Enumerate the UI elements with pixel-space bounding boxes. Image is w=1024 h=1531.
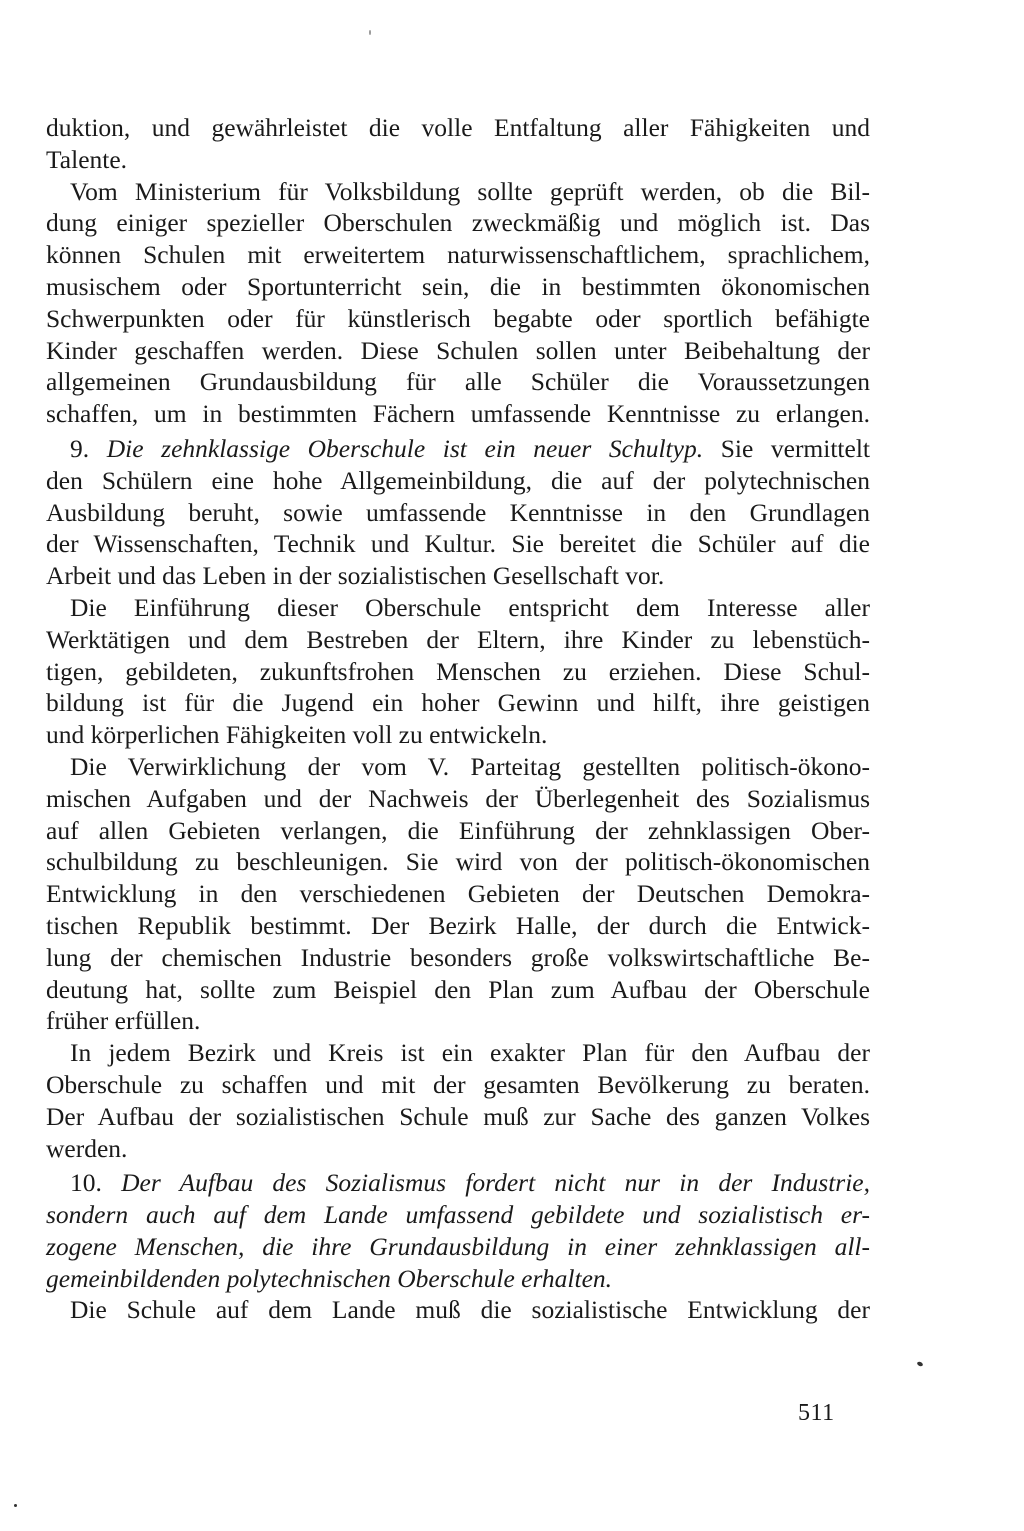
text-line: werden. (46, 1133, 128, 1163)
print-speck (916, 1361, 923, 1367)
text-line: mischen Aufgaben und der Nachweis der Überlegenheit des Sozialismus (46, 783, 870, 813)
text-line: Kinder geschaffen werden. Diese Schulen sollen unter Beibehaltung der (46, 335, 870, 365)
section-heading: Die zehnklassige Oberschule ist ein neuer Schultyp. (106, 433, 704, 463)
text-line: duktion, und gewährleistet die volle Entfaltung aller Fähigkeiten und (46, 113, 870, 142)
section-heading-line: gemeinbildenden polytechnischen Oberschule erhalten. (46, 1263, 613, 1293)
text-line: tigen, gebildeten, zukunftsfrohen Menschen zu erziehen. Diese Schul- (46, 656, 870, 686)
text-line: Entwicklung in den verschiedenen Gebieten der Deutschen Demokra- (46, 879, 870, 909)
text-line: Arbeit und das Leben in der sozialistischen Gesellschaft vor. (46, 561, 665, 591)
section-9 (46, 433, 870, 1164)
text-line: und körperlichen Fähigkeiten voll zu entwickeln. (46, 720, 548, 750)
text-line: schulbildung zu beschleunigen. Sie wird von der politisch-ökonomischen (46, 847, 870, 877)
text-line: auf allen Gebieten verlangen, die Einführung der zehnklassigen Ober- (46, 815, 870, 845)
text-line: Werktätigen und dem Bestreben der Eltern, ihre Kinder zu lebenstüch- (46, 624, 870, 654)
print-speck (369, 30, 371, 35)
section-9-heading-line (46, 433, 870, 465)
text-line: allgemeinen Grundausbildung für alle Schüler die Voraussetzungen (46, 367, 870, 397)
text-line: musischem oder Sportunterricht sein, die in bestimmten ökonomischen (46, 271, 870, 301)
page-body (46, 112, 870, 1326)
text-line: der Wissenschaften, Technik und Kultur. Sie bereitet die Schüler auf die (46, 529, 870, 559)
text-line: In jedem Bezirk und Kreis ist ein exakter Plan für den Aufbau der (70, 1038, 870, 1068)
text-line: Die Verwirklichung der vom V. Parteitag gestellten politisch-ökono- (70, 751, 870, 781)
section-heading: Der Aufbau des Sozialismus fordert nicht nur in der Industrie, (121, 1168, 871, 1198)
text-line: können Schulen mit erweitertem naturwissenschaftlichem, sprachlichem, (46, 240, 870, 270)
text-line: Oberschule zu schaffen und mit der gesamten Bevölkerung zu beraten. (46, 1069, 870, 1099)
text-line: tischen Republik bestimmt. Der Bezirk Halle, der durch die Entwick- (46, 910, 870, 940)
text-line: Talente. (46, 144, 128, 174)
text-line: Die Einführung dieser Oberschule entspricht dem Interesse aller (70, 592, 870, 622)
section-heading-line: zogene Menschen, die ihre Grundausbildung in einer zehnklassigen all- (46, 1231, 870, 1261)
text-line: lung der chemischen Industrie besonders große volkswirtschaftliche Be- (46, 942, 870, 972)
section-number: 9. (70, 433, 90, 463)
text-line: Ausbildung beruht, sowie umfassende Kenntnisse in den Grundlagen (46, 497, 870, 527)
page-number: 511 (798, 1400, 835, 1426)
print-speck (14, 1504, 17, 1507)
text-line: Die Schule auf dem Lande muß die sozialistische Entwicklung der (70, 1295, 870, 1325)
text-line: Schwerpunkten oder für künstlerisch begabte oder sportlich befähigte (46, 303, 870, 333)
section-heading-line: sondern auch auf dem Lande umfassend gebildete und sozialistisch er- (46, 1200, 870, 1230)
section-number: 10. (70, 1168, 102, 1198)
section-10-heading-line (46, 1167, 870, 1199)
text-line: dung einiger spezieller Oberschulen zweckmäßig und möglich ist. Das (46, 208, 870, 238)
text-line: deutung hat, sollte zum Beispiel den Plan zum Aufbau der Oberschule (46, 974, 870, 1004)
section-10 (46, 1167, 870, 1326)
text-line: Vom Ministerium für Volksbildung sollte geprüft werden, ob die Bil- (70, 176, 870, 206)
text-line: bildung ist für die Jugend ein hoher Gewinn und hilft, ihre geistigen (46, 688, 870, 718)
paragraph-continued (46, 112, 870, 430)
text-line: früher erfüllen. (46, 1006, 201, 1036)
text-line: Der Aufbau der sozialistischen Schule muß zur Sache des ganzen Volkes (46, 1101, 870, 1131)
text-line: den Schülern eine hohe Allgemeinbildung, die auf der polytechnischen (46, 465, 870, 495)
text-line: schaffen, um in bestimmten Fächern umfassende Kenntnisse zu erlangen. (46, 399, 870, 429)
section-heading-rest: Sie vermittelt (720, 433, 871, 463)
